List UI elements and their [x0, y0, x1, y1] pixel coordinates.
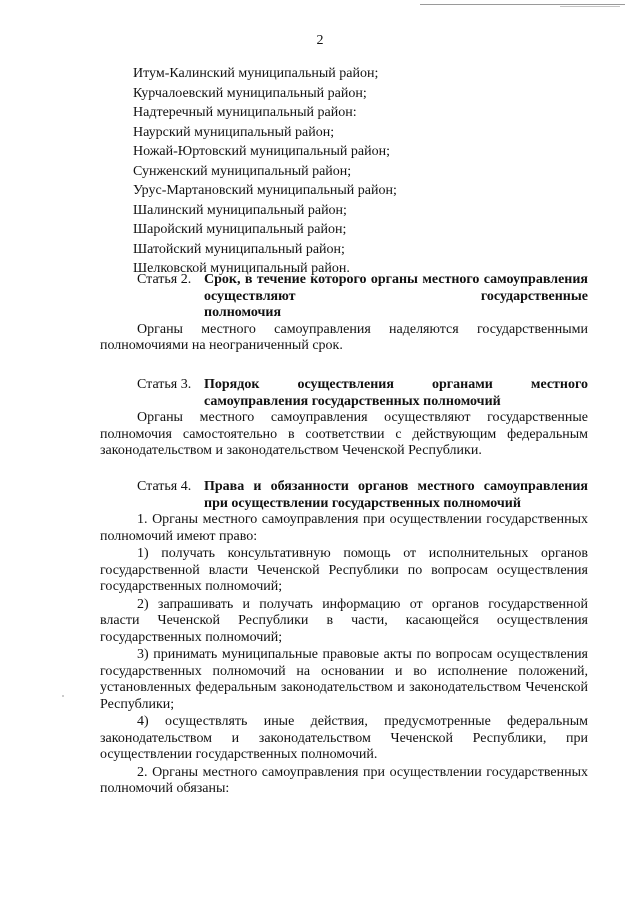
district-item: Шатойский муниципальный район;: [133, 241, 345, 257]
district-list: [133, 64, 397, 279]
article-4-number: Статья 4.: [137, 479, 192, 494]
article-4-title-main: Права и обязанности органов местного самоуправления: [204, 479, 588, 494]
article-3-paragraph: Органы местного самоуправления осуществляют государственные полномочия самостоятельно в соответствии с действующим федеральным законодательством и законодательством Чеченской Республики.: [100, 410, 588, 458]
article-2: [100, 272, 588, 355]
article-2-paragraph: Органы местного самоуправления наделяются государственными полномочиями на неограниченный срок.: [100, 321, 588, 353]
article-4-subitem-3: 3) принимать муниципальные правовые акты по вопросам осуществления государственных полномочий на основании и во исполнение положений, установленных федеральным законодательством и законодательством Чеченской Республики;: [100, 647, 588, 712]
scan-blemish: [62, 695, 64, 697]
article-4-subitem-1: 1) получать консультативную помощь от исполнительных органов государственной власти Чеченской Республики по вопросам осуществления государственных полномочий;: [100, 546, 588, 594]
district-item: Надтеречный муниципальный район:: [133, 105, 357, 120]
district-item: Наурский муниципальный район;: [133, 124, 335, 140]
scan-edge-line-secondary: [560, 6, 620, 7]
page-number: 2: [316, 33, 324, 48]
article-3-number: Статья 3.: [137, 377, 192, 392]
article-3-title-main: Порядок осуществления органами местного: [204, 377, 588, 392]
district-item: Урус-Мартановский муниципальный район;: [133, 183, 397, 198]
article-2-title: [204, 272, 588, 322]
article-4-paragraph-2: 2. Органы местного самоуправления при осуществлении государственных полномочий обязаны:: [100, 764, 588, 796]
article-4-title: [204, 479, 588, 512]
district-item: Шаройский муниципальный район;: [133, 222, 347, 237]
district-item: Ножай-Юртовский муниципальный район;: [133, 144, 390, 159]
article-3: [100, 377, 588, 460]
article-2-heading: [100, 272, 588, 322]
article-2-number: Статья 2.: [137, 272, 192, 287]
district-item: Итум-Калинский муниципальный район;: [133, 66, 379, 81]
article-4: [100, 479, 588, 798]
article-4-paragraph-1: 1. Органы местного самоуправления при осуществлении государственных полномочий имеют право:: [100, 512, 588, 544]
article-4-subitem-2: 2) запрашивать и получать информацию от органов государственной власти Чеченской Республики в части, касающейся осуществления государственных полномочий;: [100, 596, 588, 645]
article-4-heading: [100, 479, 588, 512]
district-item: Сунженский муниципальный район;: [133, 163, 352, 179]
article-4-title-last: при осуществлении государственных полномочий: [204, 495, 521, 511]
district-item: Шелковской муниципальный район.: [133, 261, 350, 276]
scan-edge-line: [420, 4, 625, 5]
article-4-subitem-4: 4) осуществлять иные действия, предусмотренные федеральным законодательством и законодательством Чеченской Республики, при осуществлении государственных полномочий.: [100, 714, 588, 762]
article-2-title-main: Срок, в течение которого органы местного самоуправления осуществляют государственные: [204, 272, 588, 304]
article-3-title: [204, 377, 588, 410]
article-3-heading: [100, 377, 588, 410]
article-3-title-last: самоуправления государственных полномочий: [204, 393, 501, 409]
district-item: Курчалоевский муниципальный район;: [133, 85, 367, 101]
article-2-title-last: полномочия: [204, 305, 282, 320]
district-item: Шалинский муниципальный район;: [133, 202, 347, 218]
